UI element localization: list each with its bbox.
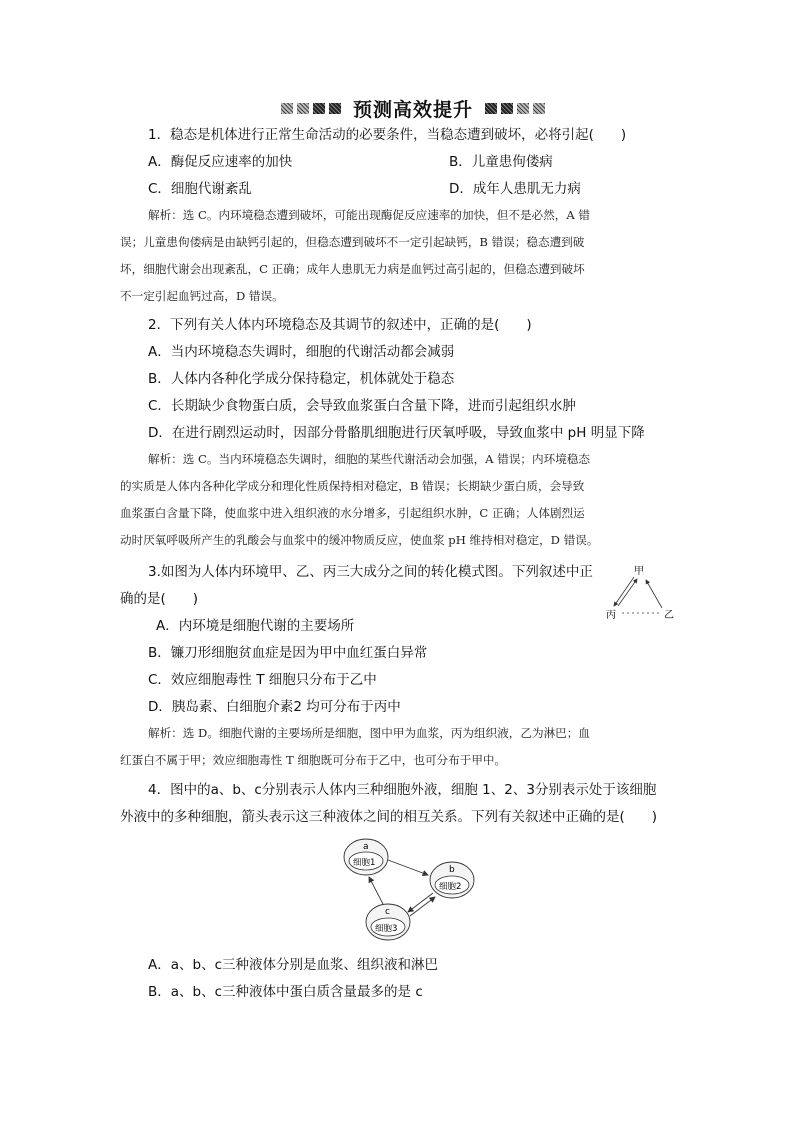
title-decoration-icon xyxy=(485,103,497,114)
cell-label-2: 细胞2 xyxy=(439,882,462,892)
fluid-letter-b: b xyxy=(449,865,455,875)
fluid-letter-a: a xyxy=(363,842,369,852)
question-2-option-a: A．当内环境稳态失调时，细胞的代谢活动都会减弱 xyxy=(148,344,455,360)
title-decoration-icon xyxy=(297,103,309,114)
question-3-option-b: B．镰刀形细胞贫血症是因为甲中血红蛋白异常 xyxy=(148,645,428,661)
question-3-option-c: C．效应细胞毒性 T 细胞只分布于乙中 xyxy=(148,672,377,688)
fluid-node-c xyxy=(366,904,410,940)
question-1-explanation-line: 误；儿童患佝偻病是由缺钙引起的，但稳态遭到破坏不一定引起缺钙，B 错误；稳态遭到破 xyxy=(120,235,585,249)
question-2-explanation-line: 血浆蛋白含量下降，使血浆中进入组织液的水分增多，引起组织水肿，C 正确；人体剧烈运 xyxy=(120,506,585,520)
diagram-node-yi: 乙 xyxy=(664,610,674,621)
question-3-explanation-line: 红蛋白不属于甲；效应细胞毒性 T 细胞既可分布于乙中，也可分布于甲中。 xyxy=(120,753,507,767)
question-2-explanation-line: 的实质是人体内各种化学成分和理化性质保持相对稳定，B 错误；长期缺少蛋白质，会导致 xyxy=(120,479,585,493)
cell-label-3: 细胞3 xyxy=(375,924,398,934)
question-4-stem-line: 外液中的多种细胞，箭头表示这三种液体之间的相互关系。下列有关叙述中正确的是( ) xyxy=(120,809,658,825)
arrow-c-to-b xyxy=(410,897,435,916)
page-title: 预测高效提升 xyxy=(352,98,473,121)
question-3-stem-line: 3.如图为人体内环境甲、乙、丙三大成分之间的转化模式图。下列叙述中正 xyxy=(148,564,593,580)
title-decoration-icon xyxy=(329,103,341,114)
question-1-option-c: C．细胞代谢紊乱 xyxy=(148,181,252,197)
section-title xyxy=(258,95,568,121)
question-4-option-b: B．a、b、c三种液体中蛋白质含量最多的是 c xyxy=(148,984,423,1000)
question-3-option-a: A．内环境是细胞代谢的主要场所 xyxy=(156,618,355,634)
question-3-option-d: D．胰岛素、白细胞介素2 均可分布于丙中 xyxy=(148,699,401,715)
question-1-stem: 1．稳态是机体进行正常生命活动的必要条件，当稳态遭到破坏，必将引起( ) xyxy=(148,127,627,143)
cell-label-1: 细胞1 xyxy=(353,858,376,868)
question-4-option-a: A．a、b、c三种液体分别是血浆、组织液和淋巴 xyxy=(148,957,438,973)
question-2-option-d: D．在进行剧烈运动时，因部分骨骼肌细胞进行厌氧呼吸，导致血浆中 pH 明显下降 xyxy=(148,425,645,441)
question-2-option-c: C．长期缺少食物蛋白质，会导致血浆蛋白含量下降，进而引起组织水肿 xyxy=(148,398,576,414)
fluid-conversion-diagram xyxy=(600,562,682,624)
title-decoration-icon xyxy=(281,103,293,114)
question-1-option-d: D．成年人患肌无力病 xyxy=(449,181,581,197)
question-4-stem-line: 4．图中的a、b、c分别表示人体内三种细胞外液，细胞 1、2、3分别表示处于该细胞 xyxy=(148,782,657,798)
arrow-c-to-a xyxy=(369,877,383,904)
fluid-node-a xyxy=(344,839,388,875)
title-decoration-icon xyxy=(517,103,529,114)
question-3-explanation-line: 解析：选 D。细胞代谢的主要场所是细胞，图中甲为血浆，丙为组织液，乙为淋巴；血 xyxy=(148,726,590,740)
arrow-b-to-c xyxy=(408,893,433,912)
question-2-option-b: B．人体内各种化学成分保持稳定，机体就处于稳态 xyxy=(148,371,455,387)
question-1-option-a: A．酶促反应速率的加快 xyxy=(148,154,293,170)
question-2-stem: 2．下列有关人体内环境稳态及其调节的叙述中，正确的是( ) xyxy=(148,317,532,333)
question-2-explanation-line: 动时厌氧呼吸所产生的乳酸会与血浆中的缓冲物质反应，使血浆 pH 维持相对稳定，D 错误。 xyxy=(120,533,599,547)
title-decoration-icon xyxy=(501,103,513,114)
diagram-node-jia: 甲 xyxy=(634,566,644,577)
fluid-node-b xyxy=(430,862,474,898)
diagram-node-bing: 丙 xyxy=(606,610,616,621)
question-2-explanation-line: 解析：选 C。当内环境稳态失调时，细胞的某些代谢活动会加强，A 错误；内环境稳态 xyxy=(148,452,590,466)
arrow-yi-to-jia xyxy=(646,580,662,608)
fluid-letter-c: c xyxy=(385,907,390,917)
arrow-bing-to-jia xyxy=(618,579,637,606)
question-3-stem-line: 确的是( ) xyxy=(120,591,199,607)
arrow-jia-to-bing xyxy=(614,577,634,606)
question-1-explanation-line: 解析：选 C。内环境稳态遭到破坏，可能出现酶促反应速率的加快，但不是必然，A 错 xyxy=(148,208,590,222)
question-1-option-b: B．儿童患佝偻病 xyxy=(449,154,553,170)
cell-fluid-diagram xyxy=(336,830,476,945)
question-1-explanation-line: 坏，细胞代谢会出现紊乱，C 正确；成年人患肌无力病是血钙过高引起的，但稳态遭到破坏 xyxy=(120,262,585,276)
question-1-explanation-line: 不一定引起血钙过高，D 错误。 xyxy=(120,289,284,303)
title-decoration-icon xyxy=(313,103,325,114)
title-decoration-icon xyxy=(533,103,545,114)
arrow-a-to-b xyxy=(388,860,428,875)
